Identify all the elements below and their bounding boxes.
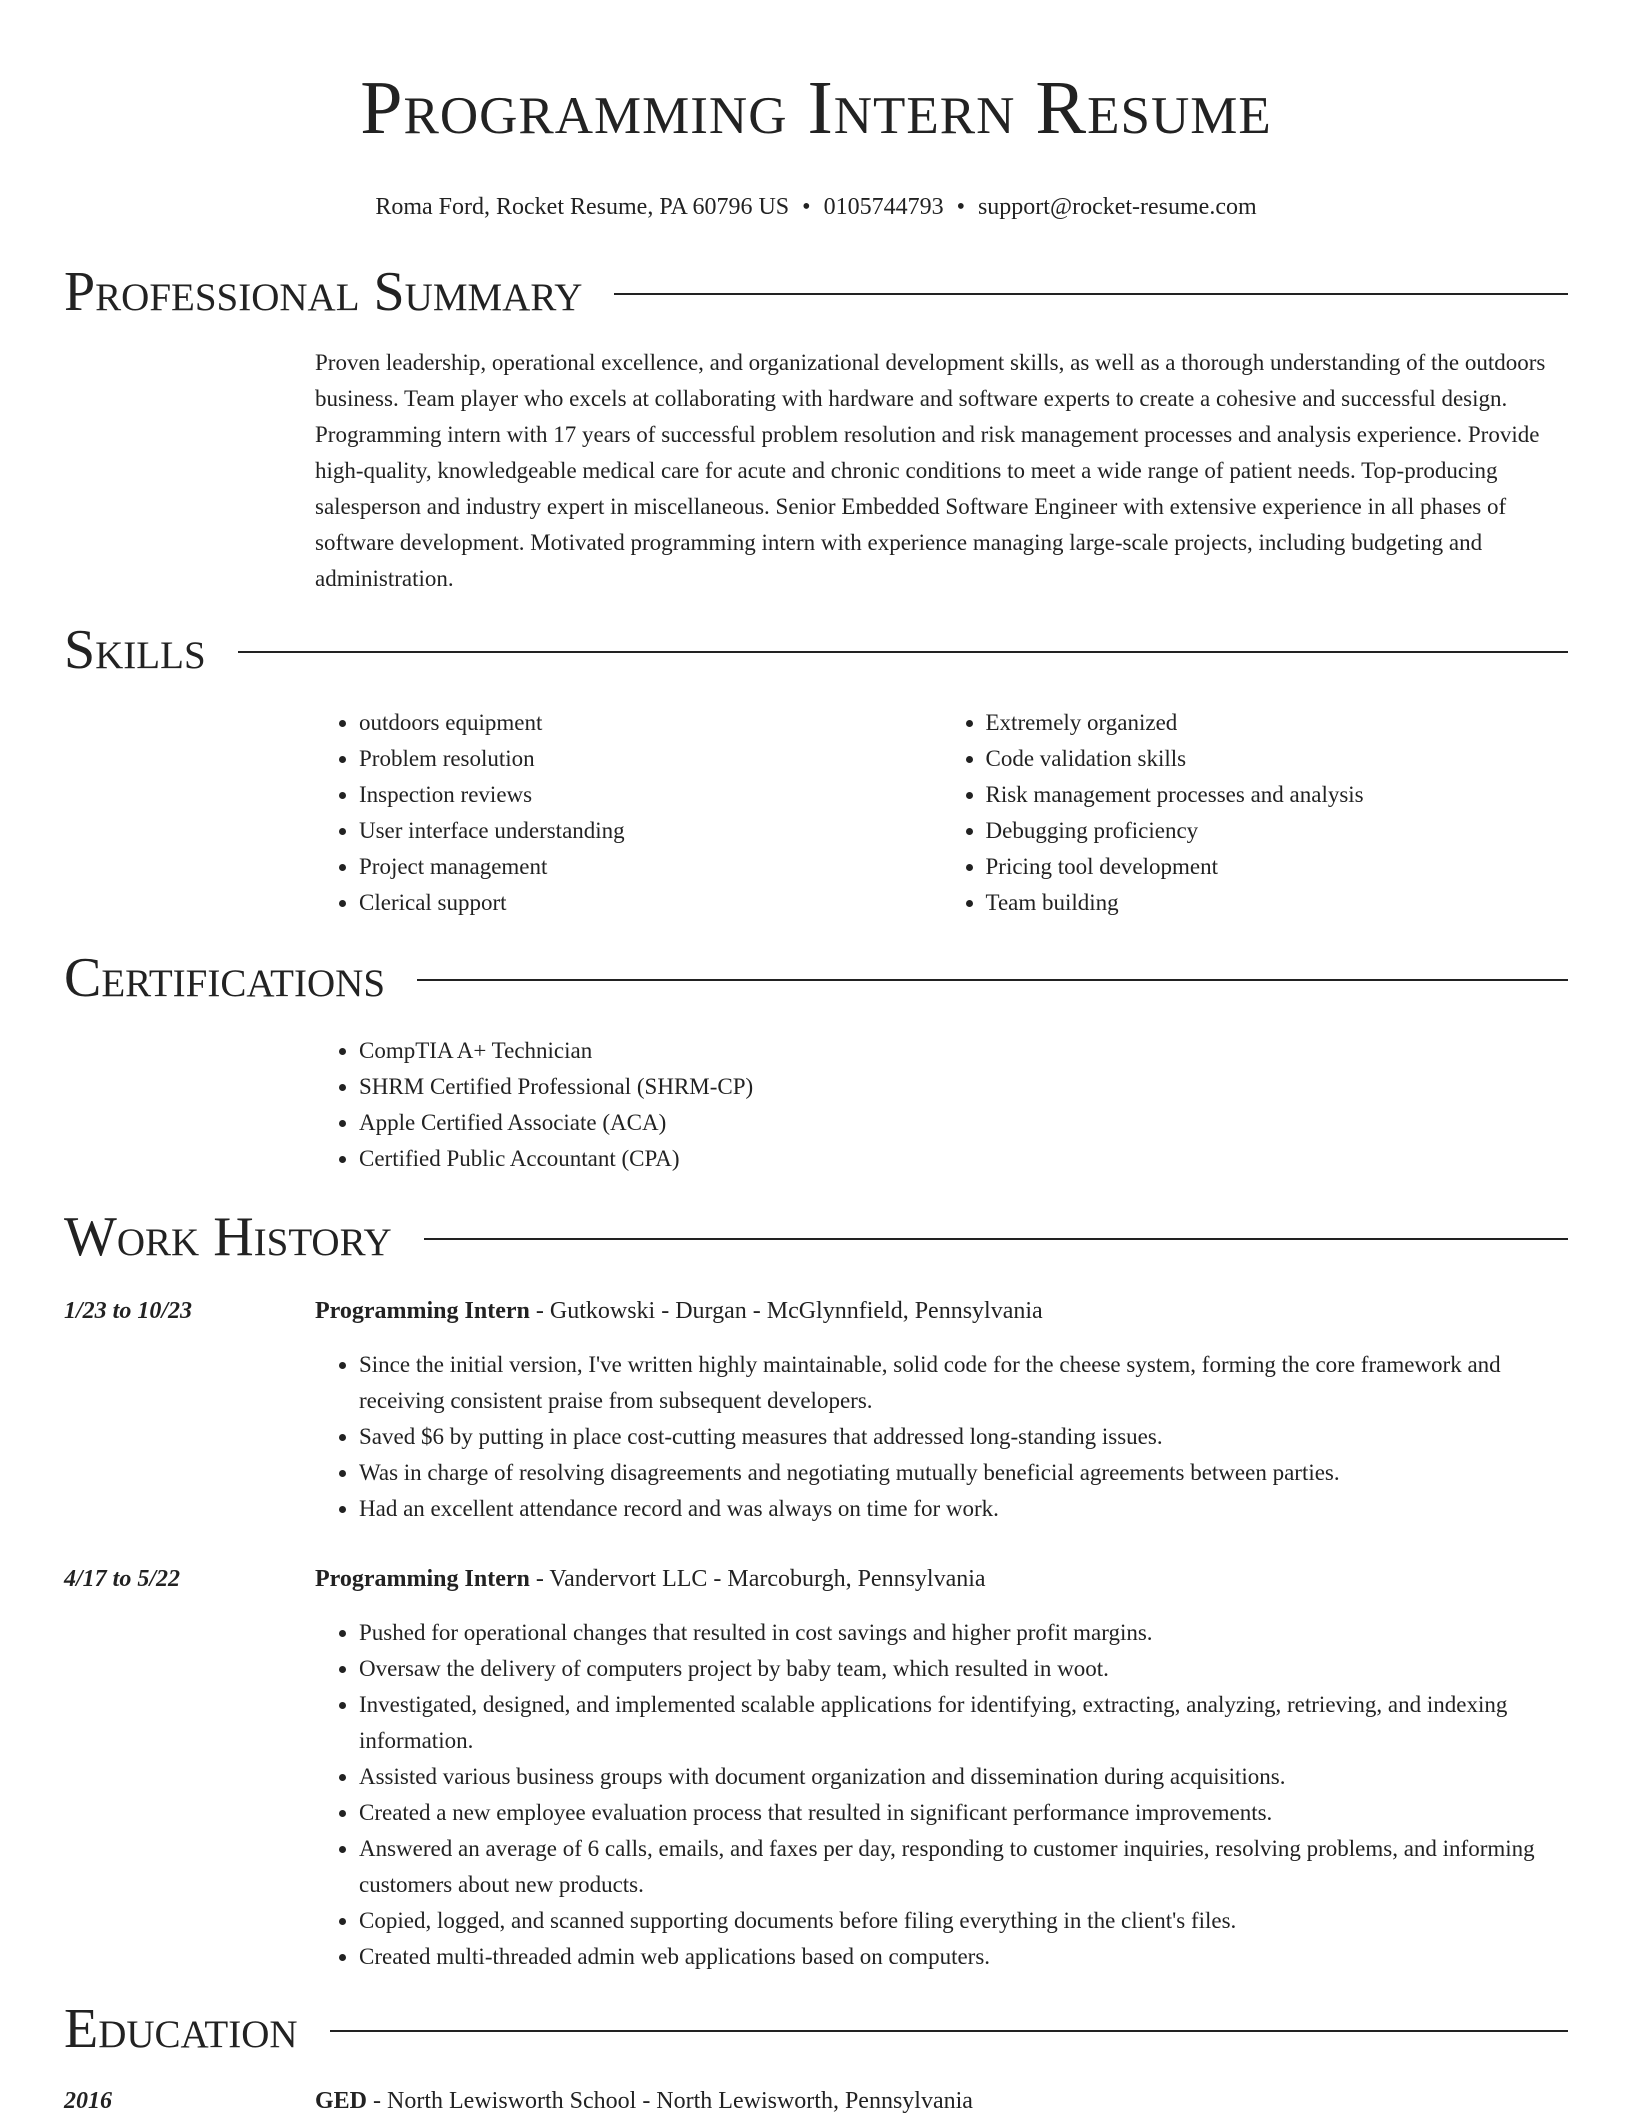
job-bullet: • Oversaw the delivery of computers project by baby team, which resulted in woot. (359, 1651, 1568, 1687)
skills-heading: Skills (64, 619, 206, 681)
job-bullet: • Had an excellent attendance record and was always on time for work. (359, 1491, 1568, 1527)
education-details: - North Lewisworth School - North Lewisworth, Pennsylvania (367, 2088, 973, 2114)
job-bullet: • Was in charge of resolving disagreements and negotiating mutually beneficial agreements between parties. (359, 1455, 1568, 1491)
skill-item: • Extremely organized (986, 705, 1569, 741)
job-bullet: • Created a new employee evaluation process that resulted in significant performance improvements. (359, 1795, 1568, 1831)
summary-heading: Professional Summary (64, 261, 583, 323)
section-divider (238, 651, 1568, 653)
education-header (64, 1999, 1568, 2059)
skill-item: • Debugging proficiency (986, 813, 1569, 849)
certifications-heading: Certifications (64, 947, 386, 1009)
job-entry (64, 1561, 1568, 1975)
job-entry (64, 1293, 1568, 1527)
skills-header (64, 620, 1568, 680)
summary-text: Proven leadership, operational excellence, and organizational development skills, as well as a thorough understanding of the outdoors business. Team player who excels at collaborating with hardware and software experts to create a cohesive and successful design. Programming intern with 17 years of successful problem resolution and risk management processes and analysis experience. Provide high-quality, knowledgeable medical care for acute and chronic conditions to meet a wide range of patient needs. Top-producing salesperson and industry expert in miscellaneous. Senior Embedded Software Engineer with extensive experience in all phases of software development. Motivated programming intern with experience managing large-scale projects, including budgeting and administration. (315, 350, 1546, 591)
work-section (64, 1207, 1568, 1975)
job-header (64, 1561, 1568, 1597)
work-heading: Work History (64, 1206, 392, 1268)
job-bullet: • Answered an average of 6 calls, emails, and faxes per day, responding to customer inquiries, resolving problems, and informing customers about new products. (359, 1831, 1568, 1903)
resume-page (64, 0, 1568, 2119)
job-title-line (315, 1293, 1043, 1329)
education-section (64, 1999, 1568, 2119)
summary-header (64, 262, 1568, 322)
resume-title: Programming Intern Resume (360, 66, 1272, 150)
contact-phone: 0105744793 (823, 194, 944, 220)
education-year: 2016 (64, 2088, 112, 2114)
education-line (315, 2083, 973, 2119)
skill-item: • User interface understanding (359, 813, 942, 849)
job-title-line (315, 1561, 986, 1597)
skills-section (64, 620, 1568, 921)
education-entry (64, 2083, 1568, 2119)
section-divider (424, 1238, 1568, 1240)
skill-item: • Clerical support (359, 885, 942, 921)
contact-address: Roma Ford, Rocket Resume, PA 60796 US (375, 194, 790, 220)
certification-item: • SHRM Certified Professional (SHRM-CP) (359, 1069, 1568, 1105)
skill-item: • Pricing tool development (986, 849, 1569, 885)
skills-grid (315, 705, 1568, 921)
education-heading: Education (64, 1998, 298, 2060)
certification-item: • Certified Public Accountant (CPA) (359, 1141, 1568, 1177)
contact-separator: • (956, 194, 965, 220)
job-bullets (315, 1615, 1568, 1975)
job-bullets (315, 1347, 1568, 1527)
job-dates: 1/23 to 10/23 (64, 1298, 193, 1324)
job-details: - Vandervort LLC - Marcoburgh, Pennsylvania (529, 1566, 986, 1592)
section-divider (330, 2030, 1568, 2032)
job-details: - Gutkowski - Durgan - McGlynnfield, Pennsylvania (529, 1298, 1043, 1324)
education-degree: GED (315, 2088, 368, 2114)
certification-item: • CompTIA A+ Technician (359, 1033, 1568, 1069)
job-bullet: • Copied, logged, and scanned supporting documents before filing everything in the client's files. (359, 1903, 1568, 1939)
skills-list-right (942, 705, 1569, 921)
contact-separator: • (802, 194, 811, 220)
job-header (64, 1293, 1568, 1329)
job-bullet: • Pushed for operational changes that resulted in cost savings and higher profit margins. (359, 1615, 1568, 1651)
job-bullet: • Saved $6 by putting in place cost-cutting measures that addressed long-standing issues. (359, 1419, 1568, 1455)
skill-item: • Code validation skills (986, 741, 1569, 777)
job-bullet: • Assisted various business groups with document organization and dissemination during acquisitions. (359, 1759, 1568, 1795)
skill-item: • Problem resolution (359, 741, 942, 777)
contact-line (64, 190, 1568, 224)
certifications-header (64, 948, 1568, 1008)
summary-section (64, 262, 1568, 597)
certifications-section (64, 948, 1568, 1177)
certifications-list (315, 1033, 1568, 1177)
skill-item: • Risk management processes and analysis (986, 777, 1569, 813)
section-divider (417, 979, 1568, 981)
job-bullet: • Since the initial version, I've written highly maintainable, solid code for the cheese system, forming the core framework and receiving consistent praise from subsequent developers. (359, 1347, 1568, 1419)
certification-item: • Apple Certified Associate (ACA) (359, 1105, 1568, 1141)
skills-list-left (315, 705, 942, 921)
job-title: Programming Intern (315, 1566, 530, 1592)
job-bullet: • Investigated, designed, and implemented scalable applications for identifying, extracting, analyzing, retrieving, and indexing information. (359, 1687, 1568, 1759)
skill-item: • Inspection reviews (359, 777, 942, 813)
job-title: Programming Intern (315, 1298, 530, 1324)
contact-email[interactable]: support@rocket-resume.com (977, 194, 1257, 220)
skill-item: • Team building (986, 885, 1569, 921)
section-divider (614, 293, 1568, 295)
work-header (64, 1207, 1568, 1267)
job-bullet: • Created multi-threaded admin web applications based on computers. (359, 1939, 1568, 1975)
skill-item: • outdoors equipment (359, 705, 942, 741)
skill-item: • Project management (359, 849, 942, 885)
certifications-body (315, 1033, 1568, 1177)
job-dates: 4/17 to 5/22 (64, 1566, 181, 1592)
